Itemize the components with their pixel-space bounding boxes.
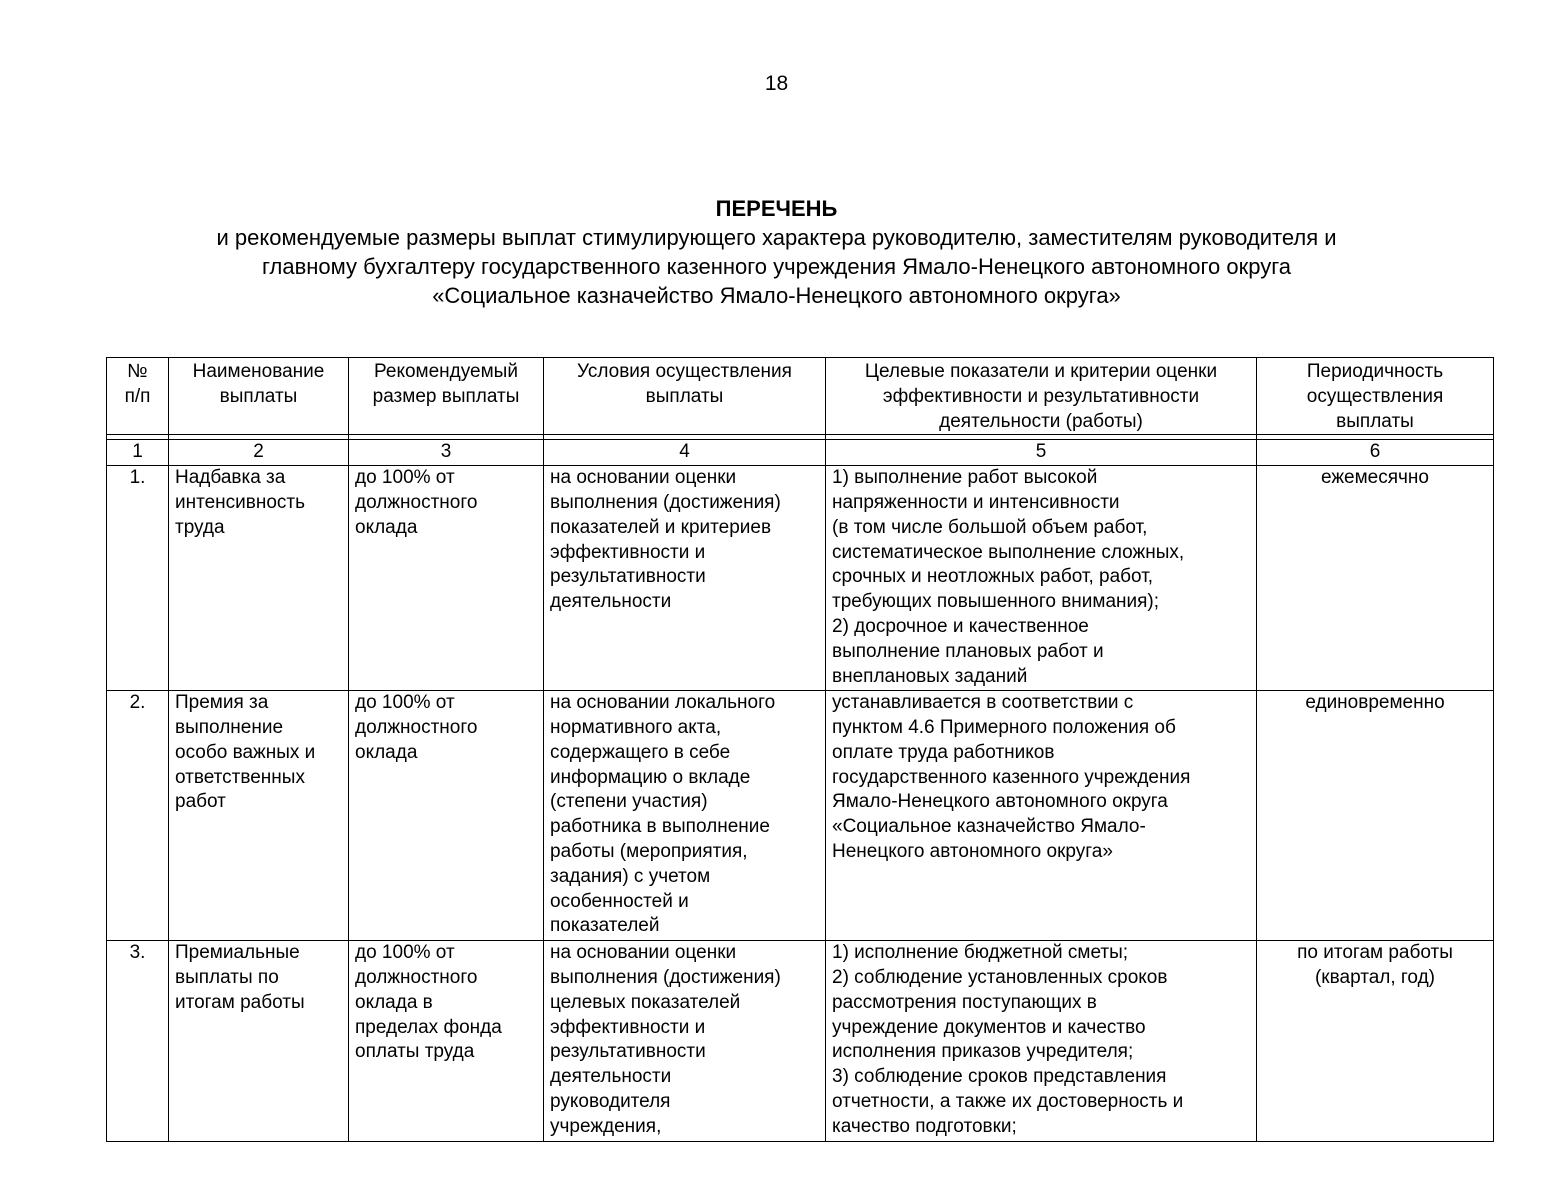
document-subtitle-line: и рекомендуемые размеры выплат стимулирующего характера руководителю, заместителям руководителя и [216, 225, 1337, 250]
table-header-row [107, 358, 1494, 435]
payments-table [106, 357, 1494, 1142]
payment-criteria-cell: 1) исполнение бюджетной сметы; 2) соблюдение установленных сроков рассмотрения поступающих в учреждение документов и качество исполнения приказов учредителя; 3) соблюдение сроков представления отчетности, а также их достоверность и качество подготовки; [826, 941, 1257, 1142]
payment-conditions-cell: на основании локального нормативного акта, содержащего в себе информацию о вкладе (степени участия) работника в выполнение работы (мероприятия, задания) с учетом особенностей и показателей [544, 691, 826, 941]
payment-name-cell: Надбавка за интенсивность труда [169, 466, 349, 691]
payment-periodicity-cell: ежемесячно [1257, 466, 1494, 691]
row-number-cell: 1. [107, 466, 169, 691]
page-number: 18 [764, 72, 789, 95]
document-title: ПЕРЕЧЕНЬ [715, 196, 838, 221]
payment-name-cell: Премия за выполнение особо важных и ответственных работ [169, 691, 349, 941]
header-cell-periodicity: Периодичность осуществления выплаты [1257, 358, 1494, 435]
payment-size-cell: до 100% от должностного оклада [349, 691, 544, 941]
column-number-cell: 4 [544, 440, 826, 466]
payment-size-cell: до 100% от должностного оклада [349, 466, 544, 691]
table-row [107, 691, 1494, 941]
header-cell-conditions: Условия осуществления выплаты [544, 358, 826, 435]
payments-table-container [106, 357, 1493, 1142]
payment-conditions-cell: на основании оценки выполнения (достижения) показателей и критериев эффективности и результативности деятельности [544, 466, 826, 691]
column-number-cell: 6 [1257, 440, 1494, 466]
table-row [107, 466, 1494, 691]
document-subtitle-line: «Социальное казначейство Ямало-Ненецкого автономного округа» [432, 283, 1121, 308]
payment-periodicity-cell: по итогам работы (квартал, год) [1257, 941, 1494, 1142]
table-row [107, 941, 1494, 1142]
payment-conditions-cell: на основании оценки выполнения (достижения) целевых показателей эффективности и результативности деятельности руководителя учреждения, [544, 941, 826, 1142]
document-title-block [100, 194, 1453, 310]
header-cell-criteria: Целевые показатели и критерии оценки эффективности и результативности деятельности (работы) [826, 358, 1257, 435]
payment-name-cell: Премиальные выплаты по итогам работы [169, 941, 349, 1142]
header-cell-number: № п/п [107, 358, 169, 435]
column-number-cell: 3 [349, 440, 544, 466]
payment-criteria-cell: устанавливается в соответствии с пунктом 4.6 Примерного положения об оплате труда работников государственного казенного учреждения Ямало-Ненецкого автономного округа «Социальное казначейство Ямало- Ненецкого автономного округа» [826, 691, 1257, 941]
payment-size-cell: до 100% от должностного оклада в пределах фонда оплаты труда [349, 941, 544, 1142]
header-cell-size: Рекомендуемый размер выплаты [349, 358, 544, 435]
document-subtitle-line: главному бухгалтеру государственного казенного учреждения Ямало-Ненецкого автономного округа [261, 254, 1292, 279]
column-number-cell: 2 [169, 440, 349, 466]
payment-criteria-cell: 1) выполнение работ высокой напряженности и интенсивности (в том числе большой объем работ, систематическое выполнение сложных, срочных и неотложных работ, работ, требующих повышенного внимания); 2) досрочное и качественное выполнение плановых работ и внеплановых заданий [826, 466, 1257, 691]
row-number-cell: 2. [107, 691, 169, 941]
column-number-row [107, 440, 1494, 466]
column-number-cell: 5 [826, 440, 1257, 466]
column-number-cell: 1 [107, 440, 169, 466]
payment-periodicity-cell: единовременно [1257, 691, 1494, 941]
row-number-cell: 3. [107, 941, 169, 1142]
header-cell-name: Наименование выплаты [169, 358, 349, 435]
